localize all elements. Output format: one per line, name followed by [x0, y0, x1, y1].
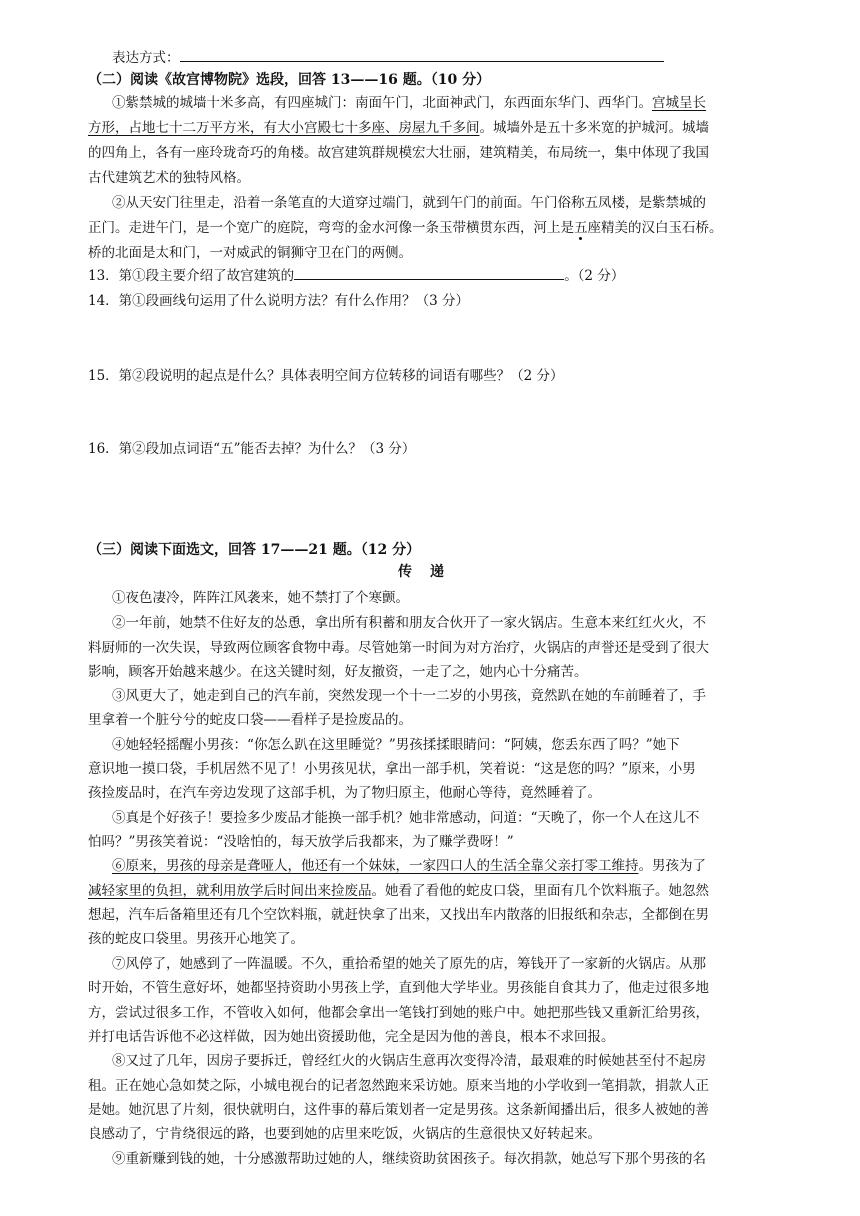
p6-underlined: 减轻家里的负担，就利用放学后时间出来捡废品 [88, 883, 372, 899]
passage-line: ⑤真是个好孩子！要捡多少废品才能换一部手机？她非常感动，问道：“天晚了，你一个人在这儿不 [112, 810, 700, 826]
p6-underlined: ⑥原来，男孩的母亲是聋哑人， [112, 858, 301, 874]
passage-line: ④她轻轻摇醒小男孩：“你怎么趴在这里睡觉？”男孩揉揉眼睛问：“阿姨，您丢东西了吗？”她下 [112, 737, 680, 753]
expression-line [112, 46, 802, 70]
expression-label: 表达方式： [112, 50, 180, 66]
passage-line: 里拿着一个脏兮兮的蛇皮口袋——看样子是捡废品的。 [88, 712, 412, 728]
p6-text: 。男孩为了 [638, 858, 706, 874]
p2-line-3: 桥的北面是太和门，一对威武的铜狮守卫在门的两侧。 [88, 245, 412, 261]
passage-line: 怕吗？”男孩笑着说：“没啥怕的，每天放学后我都来，为了赚学费呀！” [88, 834, 514, 850]
p1-text: ①紫禁城的城墙十米多高，有四座城门：南面午门，北面神武门，东西面东华门、西华门。 [112, 95, 652, 111]
question-13-text: 13．第①段主要介绍了故宫建筑的 [88, 268, 295, 284]
question-16: 16．第②段加点词语“五”能否去掉？为什么？（3 分） [88, 441, 416, 457]
passage-line: ⑧又过了几年，因房子要拆迁，曾经红火的火锅店生意再次变得冷清，最艰难的时候她甚至付不起房 [112, 1053, 706, 1069]
p6-line-4: 孩的蛇皮口袋里。男孩开心地笑了。 [88, 931, 304, 947]
p6-line-1 [112, 854, 802, 878]
passage-title: 传递 [398, 564, 462, 580]
p1-line-1 [112, 91, 802, 115]
emphasis-dot-word: 五 [574, 220, 588, 236]
passage-line: ②一年前，她禁不住好友的怂恿，拿出所有积蓄和朋友合伙开了一家火锅店。生意本来红红火火，不 [112, 615, 706, 631]
p1-text: 。城墙外是五十多米宽的护城河。城墙 [479, 120, 709, 136]
p1-underlined-sentence-cont: 方形，占地七十二万平方米，有大小宫殿七十多座、房屋九千多间 [88, 120, 480, 136]
passage-line: ⑦风停了，她感到了一阵温暖。不久，重拾希望的她关了原先的店，筹钱开了一家新的火锅店。从那 [112, 956, 706, 972]
passage-line: 料厨师的一次失误，导致两位顾客食物中毒。尽管她第一时间为对方治疗，火锅店的声誉还是受到了很大 [88, 640, 709, 656]
passage-line: ⑨重新赚到钱的她，十分感激帮助过她的人，继续资助贫困孩子。每次捐款，她总写下那个男孩的名 [112, 1151, 706, 1167]
passage-line: 意识地一摸口袋，手机居然不见了！小男孩见状，拿出一部手机，笑着说：“这是您的吗？”原来，小男 [88, 761, 696, 777]
question-14: 14．第①段画线句运用了什么说明方法？有什么作用？（3 分） [88, 293, 470, 309]
passage-line: 良感动了，宁肯绕很远的路，也要到她的店里来吃饭，火锅店的生意很快又好转起来。 [88, 1126, 601, 1142]
p2-text: 正门。走进午门，是一个宽广的庭院，弯弯的金水河像一条玉带横贯东西，河上是 [88, 220, 574, 236]
p1-line-4: 古代建筑艺术的独特风格。 [88, 170, 250, 186]
section3-heading: （三）阅读下面选文，回答 17——21 题。（12 分） [88, 542, 421, 558]
passage-line: ③风更大了，她走到自己的汽车前，突然发现一个十一二岁的小男孩，竟然趴在她的车前睡着了，手 [112, 688, 706, 704]
passage-line: 方，尝试过很多工作，不管收入如何，他都会拿出一笔钱打到她的账户中。她把那些钱又重新汇给男孩， [88, 1005, 709, 1021]
p2-line-1: ②从天安门往里走，沿着一条笔直的大道穿过端门，就到午门的前面。午门俗称五凤楼，是紫禁城的 [112, 195, 706, 211]
p1-underlined-sentence: 宫城呈长 [652, 95, 706, 111]
expression-answer-blank[interactable] [180, 46, 664, 62]
p2-text: 座精美的汉白玉石桥。 [587, 220, 723, 236]
p1-line-2 [88, 116, 778, 140]
p6-line-3: 想起，汽车后备箱里还有几个空饮料瓶，就赶快拿了出来，又找出车内散落的旧报纸和杂志，全都倒在男 [88, 907, 709, 923]
question-13-answer-blank[interactable] [294, 264, 564, 280]
passage-line: 是她。她沉思了片刻，很快就明白，这件事的幕后策划者一定是男孩。这条新闻播出后，很多人被她的善 [88, 1102, 709, 1118]
p1-line-3: 的四角上，各有一座玲珑奇巧的角楼。故宫建筑群规模宏大壮丽，建筑精美，布局统一，集中体现了我国 [88, 145, 709, 161]
question-13-score: 。（2 分） [564, 268, 625, 284]
passage-line: 租。正在她心急如焚之际，小城电视台的记者忽然跑来采访她。原来当地的小学收到一笔捐款，捐款人正 [88, 1078, 709, 1094]
section2-heading: （二）阅读《故宫博物院》选段，回答 13——16 题。（10 分） [88, 72, 491, 88]
p6-underlined: 他还有一个妹妹，一家四口人的生活全靠父亲打零工维持 [301, 858, 639, 874]
passage-line: 时开始，不管生意好坏，她都坚持资助小男孩上学，直到他大学毕业。男孩能自食其力了，他走过很多地 [88, 980, 709, 996]
passage-line: 孩捡废品时，在汽车旁边发现了这部手机，为了物归原主，他耐心等待，竟然睡着了。 [88, 785, 601, 801]
passage-line: ①夜色凄冷，阵阵江风袭来，她不禁打了个寒颤。 [112, 590, 409, 606]
p2-line-2 [88, 216, 778, 240]
p6-line-2 [88, 879, 778, 903]
passage-line: 并打电话告诉他不必这样做，因为她出资援助他，完全是因为他的善良，根本不求回报。 [88, 1029, 615, 1045]
passage-line: 影响，顾客开始越来越少。在这关键时刻，好友撤资，一走了之，她内心十分痛苦。 [88, 664, 588, 680]
p6-text: 。她看了看他的蛇皮口袋，里面有几个饮料瓶子。她忽然 [371, 883, 709, 899]
question-13 [88, 264, 778, 288]
question-15: 15．第②段说明的起点是什么？具体表明空间方位转移的词语有哪些？（2 分） [88, 368, 564, 384]
